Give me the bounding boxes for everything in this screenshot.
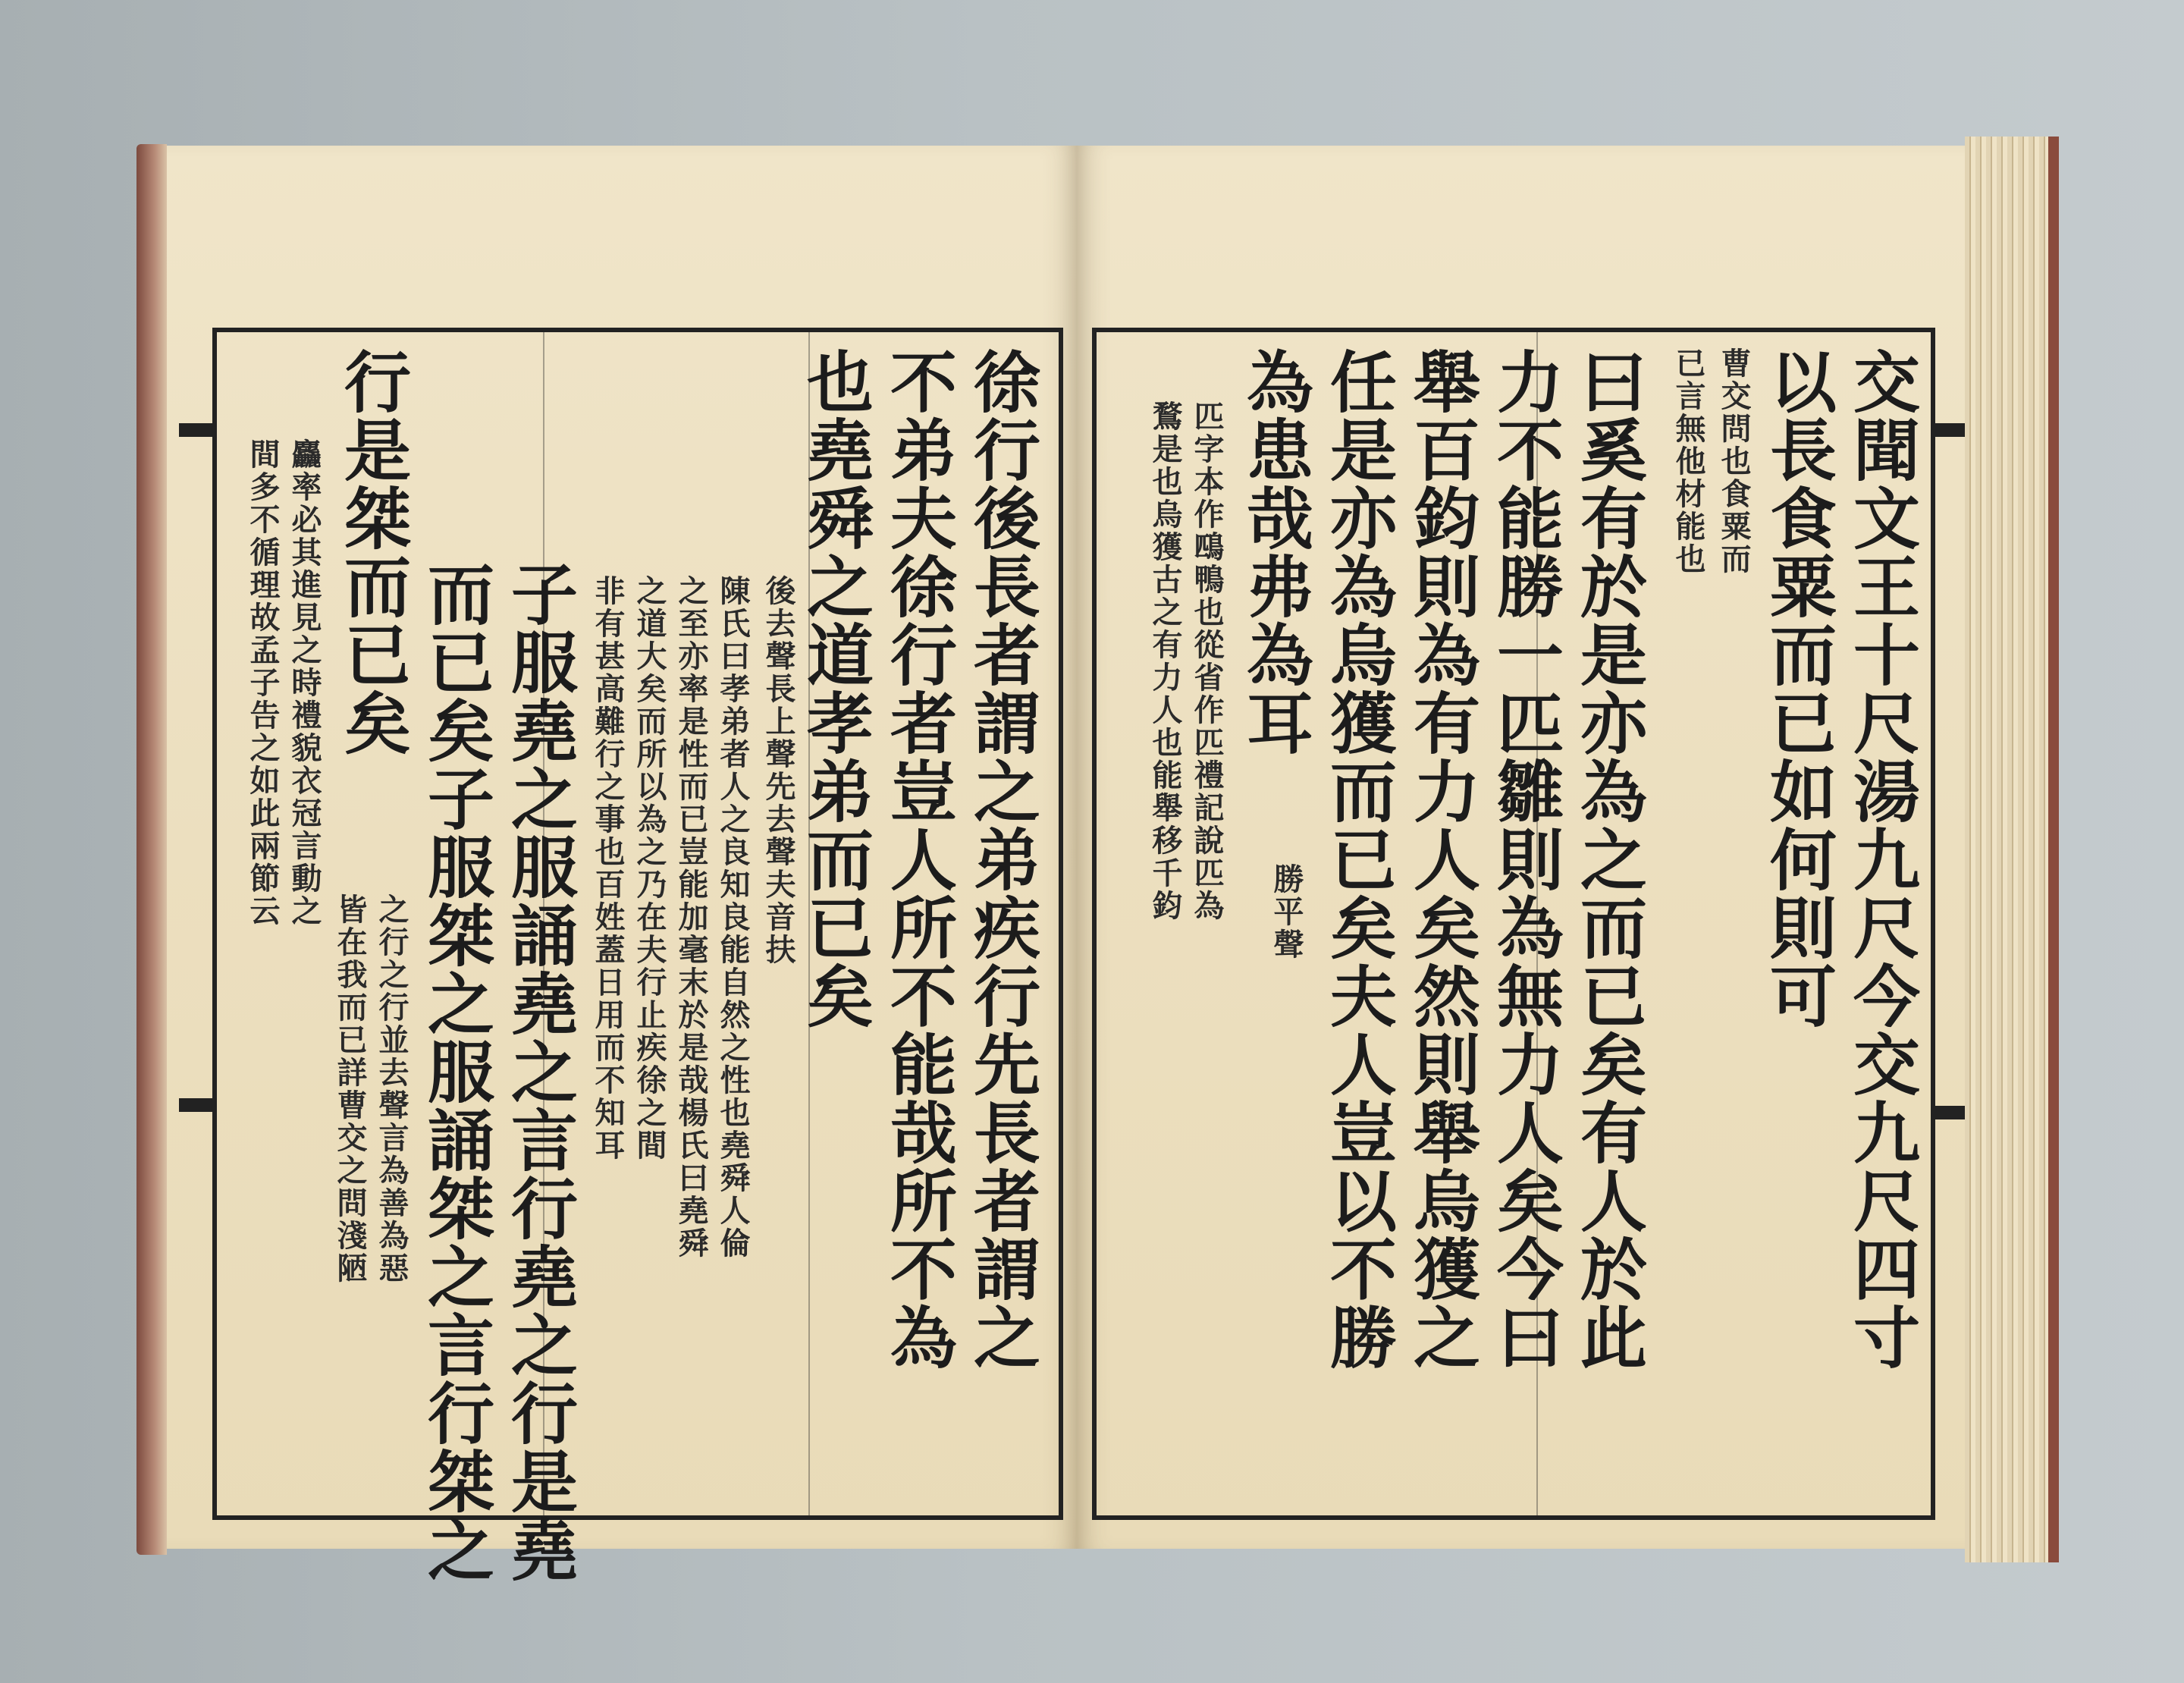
- text-column: 行是桀而已矣: [334, 347, 413, 757]
- text-column: 任是亦為烏獲而已矣夫人豈以不勝: [1320, 347, 1398, 1371]
- right-text-frame: [1092, 328, 1935, 1520]
- commentary-column: 之至亦率是性而已豈能加毫末於是哉楊氏曰堯舜: [673, 575, 709, 1260]
- commentary-column: 已言無他材能也: [1671, 347, 1706, 576]
- left-text-frame: [212, 328, 1063, 1584]
- text-column: 子服堯之服誦堯之言行堯之行是堯: [500, 560, 579, 1584]
- text-column: 為患哉弗為耳: [1236, 347, 1315, 757]
- commentary-column: 勝平聲: [1269, 863, 1304, 961]
- fold-mark: [179, 423, 217, 437]
- text-column: 也堯舜之道孝弟而已矣: [796, 347, 875, 1030]
- commentary-column: 曹交問也食粟而: [1716, 347, 1752, 576]
- text-column: 徐行後長者謂之弟疾行先長者謂之: [963, 347, 1042, 1371]
- commentary-column: 陳氏曰孝弟者人之良知良能自然之性也堯舜人倫: [715, 575, 751, 1260]
- commentary-column: 匹字本作鴄鴨也從省作匹禮記說匹為: [1189, 400, 1225, 922]
- fold-mark: [179, 1098, 217, 1112]
- text-column: 不弟夫徐行者豈人所不能哉所不為: [880, 347, 959, 1371]
- commentary-column: 皆在我而已詳曹交之問淺陋: [332, 893, 368, 1285]
- page-edges: [1965, 137, 2059, 1562]
- right-page: [1077, 146, 1975, 1549]
- text-column: 曰奚有於是亦為之而已矣有人於此: [1570, 347, 1649, 1371]
- commentary-column: 後去聲長上聲先去聲夫音扶: [761, 575, 796, 966]
- commentary-column: 間多不循理故孟子告之如此兩節云: [245, 438, 281, 928]
- commentary-column: 麤率必其進見之時禮貌衣冠言動之: [287, 438, 322, 928]
- text-column: 舉百鈞則為有力人矣然則舉烏獲之: [1403, 347, 1482, 1371]
- text-column: 以長食粟而已如何則可: [1759, 347, 1838, 1030]
- commentary-column: 鶩是也烏獲古之有力人也能舉移千鈞: [1147, 400, 1183, 922]
- commentary-column: 非有甚高難行之事也百姓蓋日用而不知耳: [590, 575, 626, 1162]
- left-page: [167, 146, 1077, 1584]
- book-spine-edge: [136, 144, 167, 1555]
- text-column: 力不能勝一匹雛則為無力人矣今曰: [1486, 347, 1565, 1371]
- text-column: 交聞文王十尺湯九尺今交九尺四寸: [1843, 347, 1922, 1371]
- text-column: 而已矣子服桀之服誦桀之言行桀之: [417, 560, 496, 1584]
- open-book: [136, 137, 2059, 1584]
- commentary-column: 之行之行並去聲言為善為惡: [374, 893, 410, 1285]
- commentary-column: 之道大矣而所以為之乃在夫行止疾徐之間: [632, 575, 667, 1162]
